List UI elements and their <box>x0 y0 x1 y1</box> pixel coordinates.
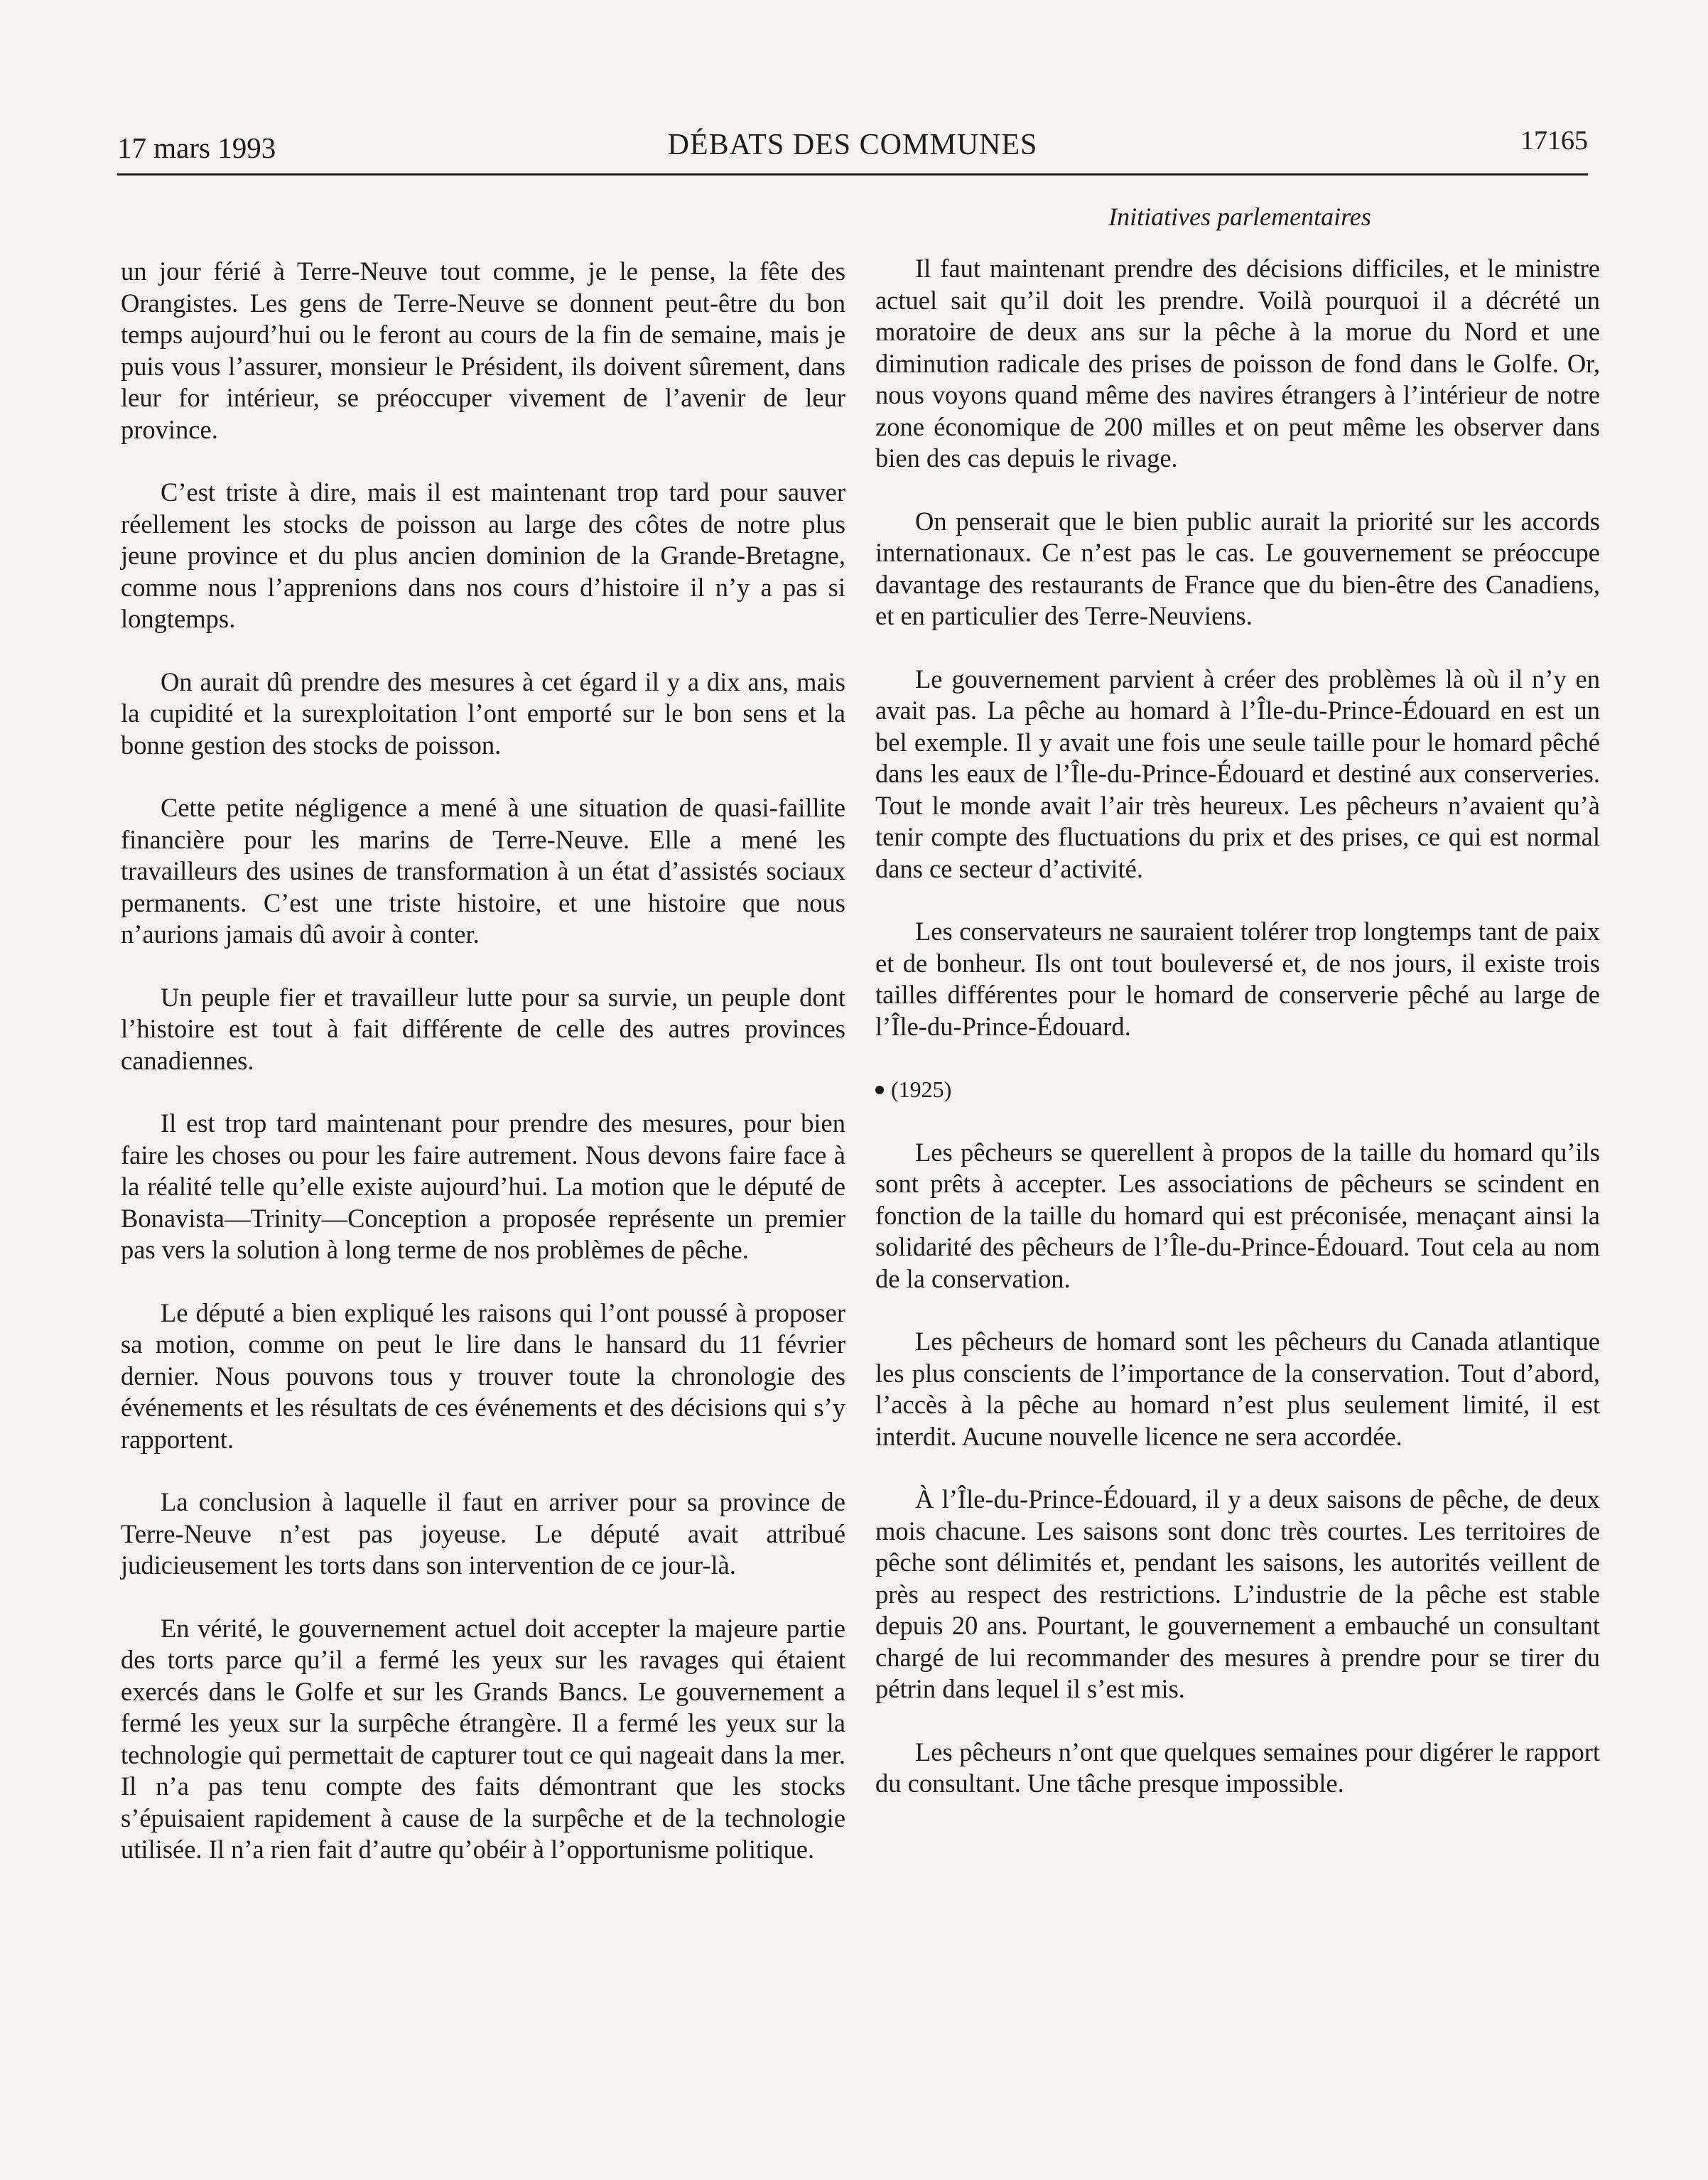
bullet-icon <box>875 1086 884 1094</box>
page-number: 17165 <box>1520 126 1588 156</box>
header-date: 17 mars 1993 <box>117 131 276 164</box>
left-column <box>121 256 845 1897</box>
section-title: Initiatives parlementaires <box>1108 203 1371 231</box>
paragraph: Cette petite négligence a mené à une situation de quasi-faillite financière pour les marins de Terre-Neuve. Elle a mené les travailleurs des usines de transformation à un état d’assistés sociaux permanents. C’est une triste histoire, et une histoire que nous n’aurions jamais dû avoir à conter. <box>121 793 845 949</box>
paragraph: Il est trop tard maintenant pour prendre des mesures, pour bien faire les choses ou pour les faire autrement. Nous devons faire face à la réalité telle qu’elle existe aujourd’hui. La motion que le député de Bonavista—Trinity—Conception a proposée représente un premier pas vers la solution à long terme de nos problèmes de pêche. <box>121 1108 845 1264</box>
header-rule <box>117 173 1588 176</box>
paragraph: Les conservateurs ne sauraient tolérer trop longtemps tant de paix et de bonheur. Ils ont tout bouleversé et, de nos jours, il existe trois tailles différentes pour le homard de conserverie pêché au large de l’Île-du-Prince-Édouard. <box>875 917 1600 1041</box>
paragraph: un jour férié à Terre-Neuve tout comme, je le pense, la fête des Orangistes. Les gens de Terre-Neuve se donnent peut-être du bon temps aujourd’hui ou le feront au cours de la fin de semaine, mais je puis vous l’assurer, monsieur le Président, ils doivent sûrement, dans leur for intérieur, se préoccuper vivement de l’avenir de leur province. <box>121 257 845 444</box>
right-column <box>875 253 1600 1831</box>
paragraph: La conclusion à laquelle il faut en arriver pour sa province de Terre-Neuve n’est pas joyeuse. Le député avait attribué judicieusement les torts dans son intervention de ce jour-là. <box>121 1487 845 1580</box>
paragraph: Les pêcheurs de homard sont les pêcheurs du Canada atlantique les plus conscients de l’importance de la conservation. Tout d’abord, l’accès à la pêche au homard n’est plus seulement limité, il est interdit. Aucune nouvelle licence ne sera accordée. <box>875 1327 1600 1451</box>
header-title: DÉBATS DES COMMUNES <box>667 129 1038 161</box>
paragraph: Les pêcheurs se querellent à propos de la taille du homard qu’ils sont prêts à accepter. Les associations de pêcheurs se scindent en fonction de la taille du homard qui est préconisée, menaçant ainsi la solidarité des pêcheurs de l’Île-du-Prince-Édouard. Tout cela au nom de la conservation. <box>875 1137 1600 1293</box>
paragraph: On penserait que le bien public aurait la priorité sur les accords internationaux. Ce n’est pas le cas. Le gouvernement se préoccupe davantage des restaurants de France que du bien-être des Canadiens, et en particulier des Terre-Neuviens. <box>875 506 1600 630</box>
time-marker-text: (1925) <box>891 1076 952 1102</box>
paragraph: À l’Île-du-Prince-Édouard, il y a deux saisons de pêche, de deux mois chacune. Les saisons sont donc très courtes. Les territoires de pêche sont délimités et, pendant les saisons, les autorités veillent de près au respect des restrictions. L’industrie de la pêche est stable depuis 20 ans. Pourtant, le gouvernement a embauché un consultant chargé de lui recommander des mesures à prendre pour se tirer du pétrin dans lequel il s’est mis. <box>875 1484 1600 1703</box>
page-header <box>117 125 1588 173</box>
paragraph: C’est triste à dire, mais il est maintenant trop tard pour sauver réellement les stocks de poisson au large des côtes de notre plus jeune province et du plus ancien dominion de la Grande-Bretagne, comme nous l’apprenions dans nos cours d’histoire il n’y a pas si longtemps. <box>121 477 845 633</box>
paragraph: En vérité, le gouvernement actuel doit accepter la majeure partie des torts parce qu’il a fermé les yeux sur les ravages qui étaient exercés dans le Golfe et sur les Grands Bancs. Le gouvernement a fermé les yeux sur la surpêche étrangère. Il a fermé les yeux sur la technologie qui permettait de capturer tout ce qui nageait dans la mer. Il n’a pas tenu compte des faits démontrant que les stocks s’épuisaient rapidement à cause de la surpêche et de la technologie utilisée. Il n’a rien fait d’autre qu’obéir à l’opportunisme politique. <box>121 1613 845 1864</box>
paragraph: Il faut maintenant prendre des décisions difficiles, et le ministre actuel sait qu’il doit les prendre. Voilà pourquoi il a décrété un moratoire de deux ans sur la pêche à la morue du Nord et une diminution radicale des prises de poisson de fond dans le Golfe. Or, nous voyons quand même des navires étrangers à l’intérieur de notre zone économique de 200 milles et on peut même les observer dans bien des cas depuis le rivage. <box>875 254 1600 473</box>
paragraph: Le gouvernement parvient à créer des problèmes là où il n’y en avait pas. La pêche au homard à l’Île-du-Prince-Édouard en est un bel exemple. Il y avait une fois une seule taille pour le homard pêché dans les eaux de l’Île-du-Prince-Édouard et destiné aux conserveries. Tout le monde avait l’air très heureux. Les pêcheurs n’avaient qu’à tenir compte des fluctuations du prix et des prises, ce qui est normal dans ce secteur d’activité. <box>875 664 1600 883</box>
paragraph: Un peuple fier et travailleur lutte pour sa survie, un peuple dont l’histoire est tout à fait différente de celle des autres provinces canadiennes. <box>121 982 845 1075</box>
paragraph: Le député a bien expliqué les raisons qui l’ont poussé à proposer sa motion, comme on peut le lire dans le hansard du 11 février dernier. Nous pouvons tous y trouver toute la chronologie des événements et les résultats de ces événements et des décisions qui s’y rapportent. <box>121 1297 845 1454</box>
paragraph: On aurait dû prendre des mesures à cet égard il y a dix ans, mais la cupidité et la surexploitation l’ont emporté sur le bon sens et la bonne gestion des stocks de poisson. <box>121 667 845 760</box>
time-marker <box>875 1074 1600 1106</box>
paragraph: Les pêcheurs n’ont que quelques semaines pour digérer le rapport du consultant. Une tâche presque impossible. <box>875 1737 1600 1798</box>
